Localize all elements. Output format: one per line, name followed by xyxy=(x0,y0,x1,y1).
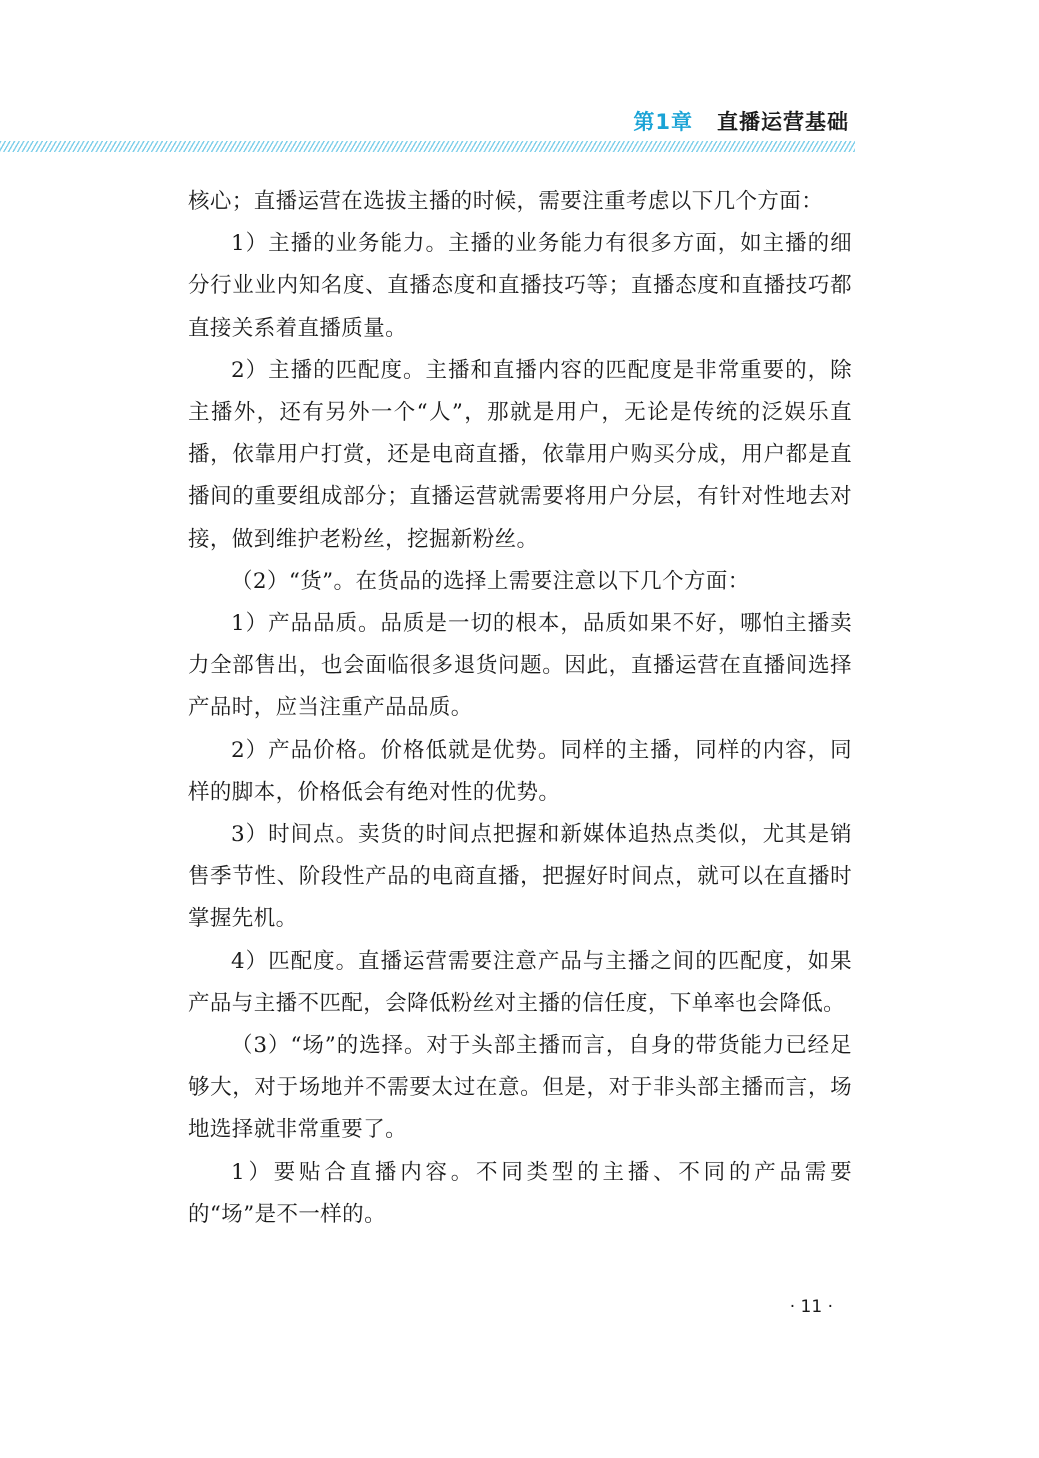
paragraph-venue-content-fit: 1）要贴合直播内容。不同类型的主播、不同的产品需要的“场”是不一样的。 xyxy=(188,1159,852,1227)
paragraph-venue-heading: （3）“场”的选择。对于头部主播而言，自身的带货能力已经足够大，对于场地并不需要太过在意。但是，对于非头部主播而言，场地选择就非常重要了。 xyxy=(188,1033,852,1143)
paragraph-product-price: 2）产品价格。价格低就是优势。同样的主播，同样的内容，同样的脚本，价格低会有绝对性的优势。 xyxy=(188,737,852,805)
chapter-title: 直播运营基础 xyxy=(717,110,849,134)
paragraph-host-matching: 2）主播的匹配度。主播和直播内容的匹配度是非常重要的，除主播外，还有另外一个“人”，那就是用户，无论是传统的泛娱乐直播，依靠用户打赏，还是电商直播，依靠用户购买分成，用户都是直播间的重要组成部分；直播运营就需要将用户分层，有针对性地去对接，做到维护老粉丝，挖掘新粉丝。 xyxy=(188,357,852,552)
paragraph-host-business-ability: 1）主播的业务能力。主播的业务能力有很多方面，如主播的细分行业业内知名度、直播态度和直播技巧等；直播态度和直播技巧都直接关系着直播质量。 xyxy=(188,231,852,341)
body-text xyxy=(188,181,852,1236)
paragraph-product-matching: 4）匹配度。直播运营需要注意产品与主播之间的匹配度，如果产品与主播不匹配，会降低粉丝对主播的信任度，下单率也会降低。 xyxy=(188,948,852,1016)
chapter-heading xyxy=(633,106,849,136)
header-hatch-divider xyxy=(0,141,855,152)
paragraph-goods-heading: （2）“货”。在货品的选择上需要注意以下几个方面： xyxy=(231,568,750,594)
paragraph-timing: 3）时间点。卖货的时间点把握和新媒体追热点类似，尤其是销售季节性、阶段性产品的电商直播，把握好时间点，就可以在直播时掌握先机。 xyxy=(188,822,852,932)
page-number: · 11 · xyxy=(789,1297,833,1317)
paragraph-product-quality: 1）产品品质。品质是一切的根本，品质如果不好，哪怕主播卖力全部售出，也会面临很多退货问题。因此，直播运营在直播间选择产品时，应当注重产品品质。 xyxy=(188,611,852,721)
paragraph-continuation: 核心；直播运营在选拔主播的时候，需要注重考虑以下几个方面： xyxy=(188,189,824,214)
chapter-number: 第1章 xyxy=(633,110,693,134)
page-header xyxy=(0,0,1039,160)
